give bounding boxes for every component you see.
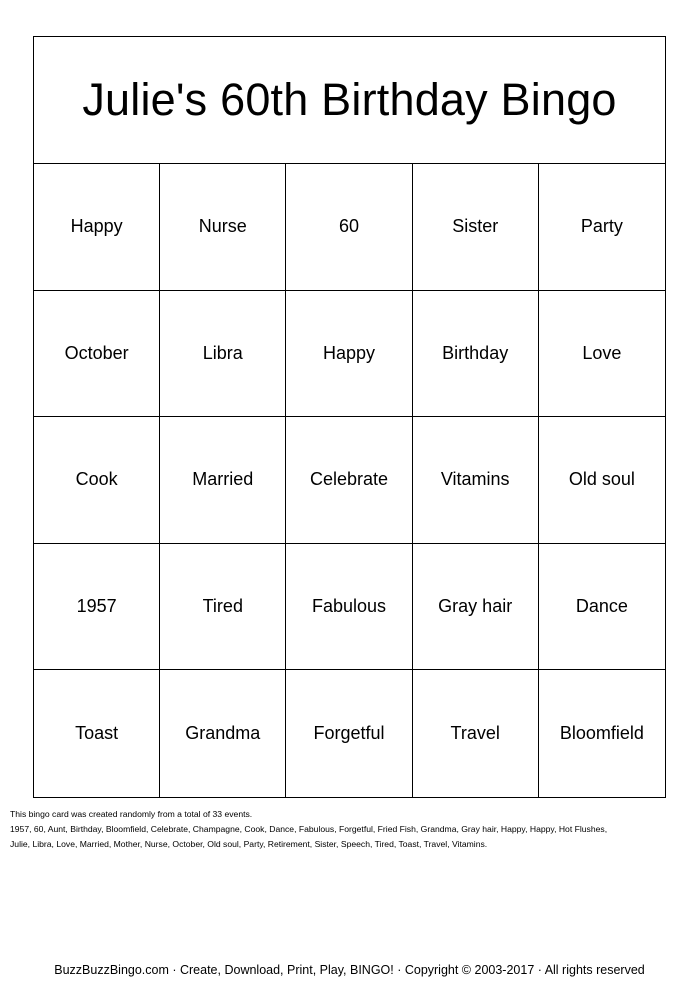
bingo-cell: Bloomfield	[559, 723, 644, 744]
bingo-cell: Nurse	[160, 164, 286, 291]
bingo-cell: Travel	[413, 670, 539, 797]
page-footer: BuzzBuzzBingo.com · Create, Download, Print, Play, BINGO! · Copyright © 2003-2017 · All rights reserved	[54, 963, 645, 977]
bingo-cell: Love	[539, 291, 665, 418]
bingo-cell: Vitamins	[413, 417, 539, 544]
bingo-cell: Grandma	[160, 670, 286, 797]
bingo-cell: Married	[160, 417, 286, 544]
bingo-cell: Sister	[413, 164, 539, 291]
bingo-cell: Celebrate	[286, 417, 412, 544]
bingo-cell: Birthday	[413, 291, 539, 418]
bingo-cell: Toast	[34, 670, 160, 797]
bingo-cell: Happy	[286, 291, 412, 418]
note-events-line: 1957, 60, Aunt, Birthday, Bloomfield, Celebrate, Champagne, Cook, Dance, Fabulous, Forgetful, Fried Fish, Grandma, Gray hair, Happy, Happy, Hot Flushes,	[10, 824, 608, 834]
note-summary: This bingo card was created randomly from a total of 33 events.	[10, 809, 253, 819]
bingo-cell: October	[34, 291, 160, 418]
bingo-cell: Forgetful	[286, 670, 412, 797]
bingo-cell: 1957	[34, 544, 160, 671]
card-title-cell	[34, 37, 665, 164]
bingo-cell: 60	[286, 164, 412, 291]
bingo-card	[33, 36, 666, 798]
bingo-cell: Happy	[34, 164, 160, 291]
note-events-line: Julie, Libra, Love, Married, Mother, Nurse, October, Old soul, Party, Retirement, Sister, Speech, Tired, Toast, Travel, Vitamins.	[10, 839, 488, 849]
bingo-cell: Gray hair	[413, 544, 539, 671]
bingo-cell: Party	[539, 164, 665, 291]
card-note	[10, 807, 694, 852]
bingo-cell: Dance	[539, 544, 665, 671]
bingo-grid	[34, 164, 665, 797]
card-title: Julie's 60th Birthday Bingo	[82, 74, 617, 125]
bingo-cell: Cook	[34, 417, 160, 544]
bingo-cell: Tired	[160, 544, 286, 671]
bingo-cell: Libra	[160, 291, 286, 418]
bingo-cell: Old soul	[539, 417, 665, 544]
bingo-cell: Fabulous	[286, 544, 412, 671]
